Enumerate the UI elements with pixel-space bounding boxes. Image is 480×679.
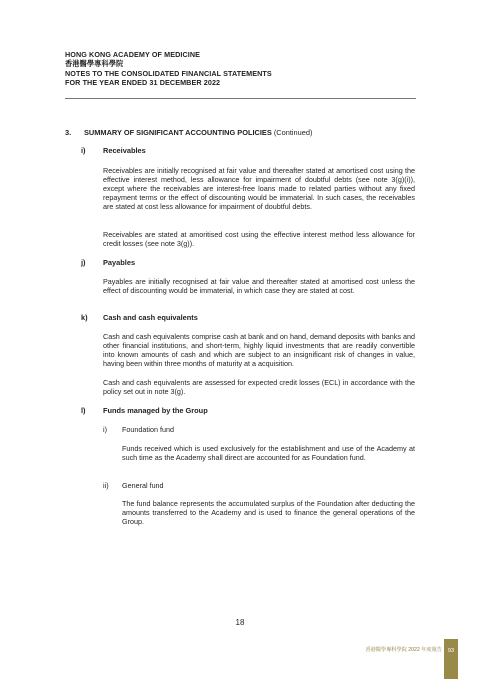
organization-name-chinese: 香港醫學專科學院	[65, 59, 124, 69]
header-divider	[65, 98, 416, 99]
general-fund-paragraph: The fund balance represents the accumulated surplus of the Foundation after deducting the amounts transferred to the Academy and is used to finance the general operations of the Group.	[122, 499, 415, 527]
section-suffix: (Continued)	[271, 128, 313, 137]
item-title: Payables	[103, 258, 136, 267]
item-title: Receivables	[103, 146, 146, 155]
section-number: 3.	[65, 128, 72, 137]
document-header	[65, 50, 425, 88]
section-heading	[65, 128, 312, 137]
receivables-paragraph-1: Receivables are initially recognised at fair value and thereafter stated at amortised cost using the effective interest method, less allowance for impairment of doubtful debts (see note 3(g)(i)), except where the receivables are interest-free loans made to related parties without any fixed repayment terms or the effect of discounting would be immaterial. In such cases, the receivables are stated at cost less allowance for impairment of doubtful debts.	[103, 166, 415, 212]
page-number: 18	[235, 618, 245, 627]
payables-paragraph: Payables are initially recognised at fair value and thereafter stated at amortised cost unless the effect of discounting would be immaterial, in which case they are stated at cost.	[103, 277, 415, 296]
item-marker: k)	[81, 313, 88, 322]
item-marker: j)	[81, 258, 86, 267]
foundation-fund-paragraph: Funds received which is used exclusively for the establishment and use of the Academy at such time as the Academy shall direct are accounted for as Foundation fund.	[122, 444, 415, 463]
cash-paragraph-1: Cash and cash equivalents comprise cash at bank and on hand, demand deposits with banks and other financial institutions, and short-term, highly liquid investments that are readily convertible into known amounts of cash and which are subject to an insignificant risk of changes in value, having been within three months of maturity at a acquisition.	[103, 332, 415, 369]
item-funds-heading	[81, 406, 208, 415]
statement-title: NOTES TO THE CONSOLIDATED FINANCIAL STATEMENTS	[65, 68, 272, 78]
receivables-paragraph-2: Receivables are stated at amoritised cost using the effective interest method less allowance for credit losses (see note 3(g)).	[103, 230, 415, 249]
item-title: Cash and cash equivalents	[103, 313, 198, 322]
organization-name: HONG KONG ACADEMY OF MEDICINE	[65, 50, 201, 59]
item-cash-heading	[81, 313, 198, 322]
sub-item-title: Foundation fund	[122, 425, 174, 434]
section-title: SUMMARY OF SIGNIFICANT ACCOUNTING POLICIES	[84, 128, 272, 137]
cash-paragraph-2: Cash and cash equivalents are assessed for expected credit losses (ECL) in accordance with the policy set out in note 3(g).	[103, 378, 415, 397]
sub-item-marker: ii)	[103, 481, 109, 490]
item-receivables-heading	[81, 146, 146, 155]
page-tab	[444, 639, 458, 679]
footer-report-title: 香港醫學專科學院 2022 年度報告	[365, 647, 442, 653]
item-title: Funds managed by the Group	[103, 406, 208, 415]
item-payables-heading	[81, 258, 135, 267]
sub-item-title: General fund	[122, 481, 164, 490]
item-marker: l)	[81, 406, 86, 415]
general-fund-heading	[103, 481, 164, 490]
foundation-fund-heading	[103, 425, 174, 434]
statement-period: FOR THE YEAR ENDED 31 DECEMBER 2022	[65, 78, 221, 88]
sub-item-marker: i)	[103, 425, 107, 434]
item-marker: i)	[81, 146, 86, 155]
tab-page-number: 93	[447, 648, 455, 654]
